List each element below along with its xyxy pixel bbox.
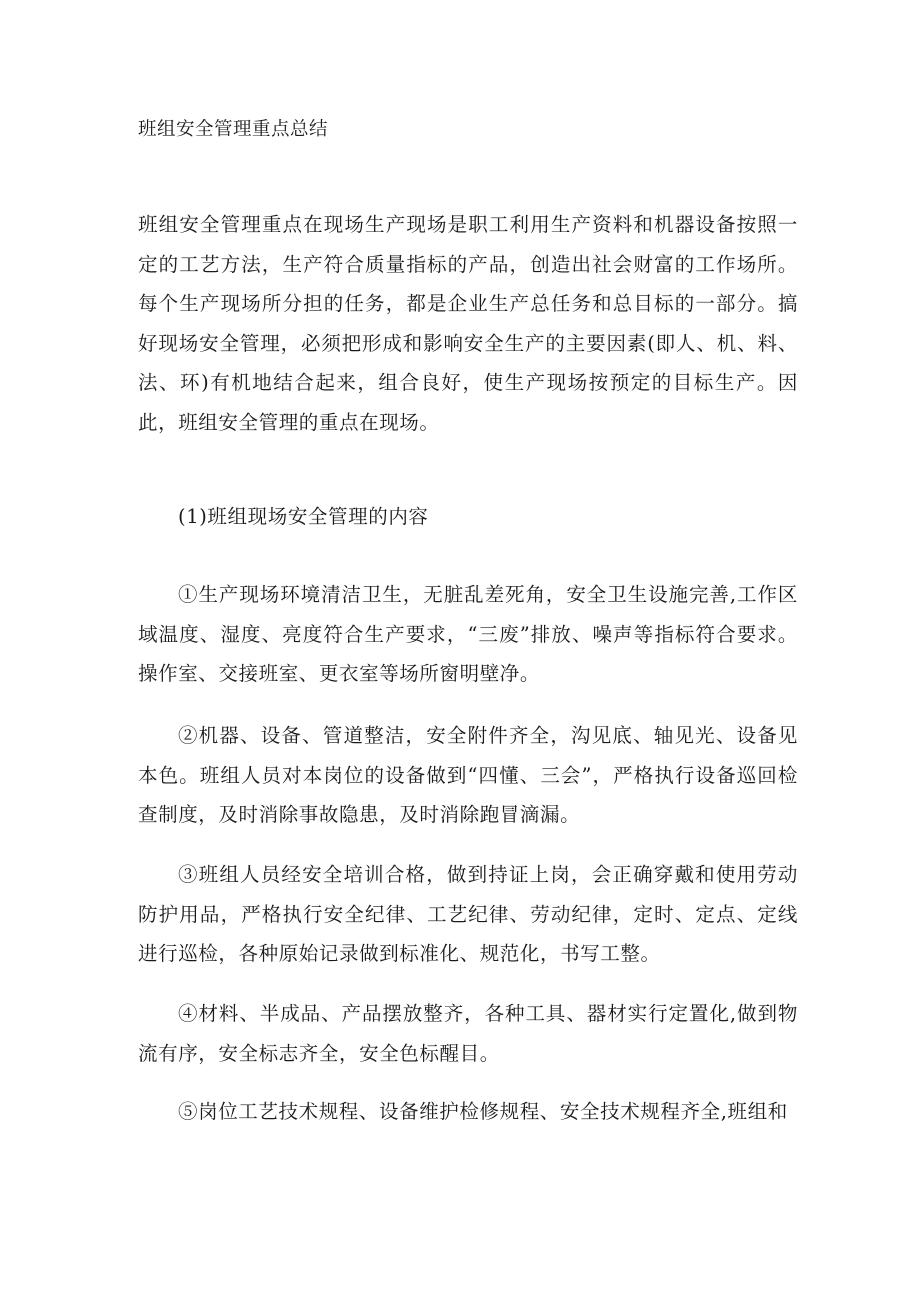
list-item-4: ④材料、半成品、产品摆放整齐，各种工具、器材实行定置化,做到物流有序，安全标志齐全，安全色标醒目。 — [138, 1002, 798, 1065]
intro-paragraph: 班组安全管理重点在现场生产现场是职工利用生产资料和机器设备按照一定的工艺方法，生产符合质量指标的产品，创造出社会财富的工作场所。每个生产现场所分担的任务，都是企业生产总任务和总目标的一部分。搞好现场安全管理，必须把形成和影响安全生产的主要因素(即人、机、料、法、环)有机地结合起来，组合良好，使生产现场按预定的目标生产。因此，班组安全管理的重点在现场。 — [138, 213, 798, 434]
list-item-1: ①生产现场环境清洁卫生，无脏乱差死角，安全卫生设施完善,工作区域温度、湿度、亮度符合生产要求，“三废”排放、噪声等指标符合要求。操作室、交接班室、更衣室等场所窗明壁净。 — [138, 583, 798, 685]
section-heading: (1)班组现场安全管理的内容 — [178, 505, 429, 528]
list-item-2: ②机器、设备、管道整洁，安全附件齐全，沟见底、轴见光、设备见本色。班组人员对本岗位的设备做到“四懂、三会”，严格执行设备巡回检查制度，及时消除事故隐患，及时消除跑冒滴漏。 — [138, 724, 798, 826]
list-item-3: ③班组人员经安全培训合格，做到持证上岗，会正确穿戴和使用劳动防护用品，严格执行安全纪律、工艺纪律、劳动纪律，定时、定点、定线进行巡检，各种原始记录做到标准化、规范化，书写工整。 — [138, 863, 798, 965]
document-title: 班组安全管理重点总结 — [138, 119, 329, 140]
list-item-5: ⑤岗位工艺技术规程、设备维护检修规程、安全技术规程齐全,班组和 — [178, 1100, 788, 1123]
